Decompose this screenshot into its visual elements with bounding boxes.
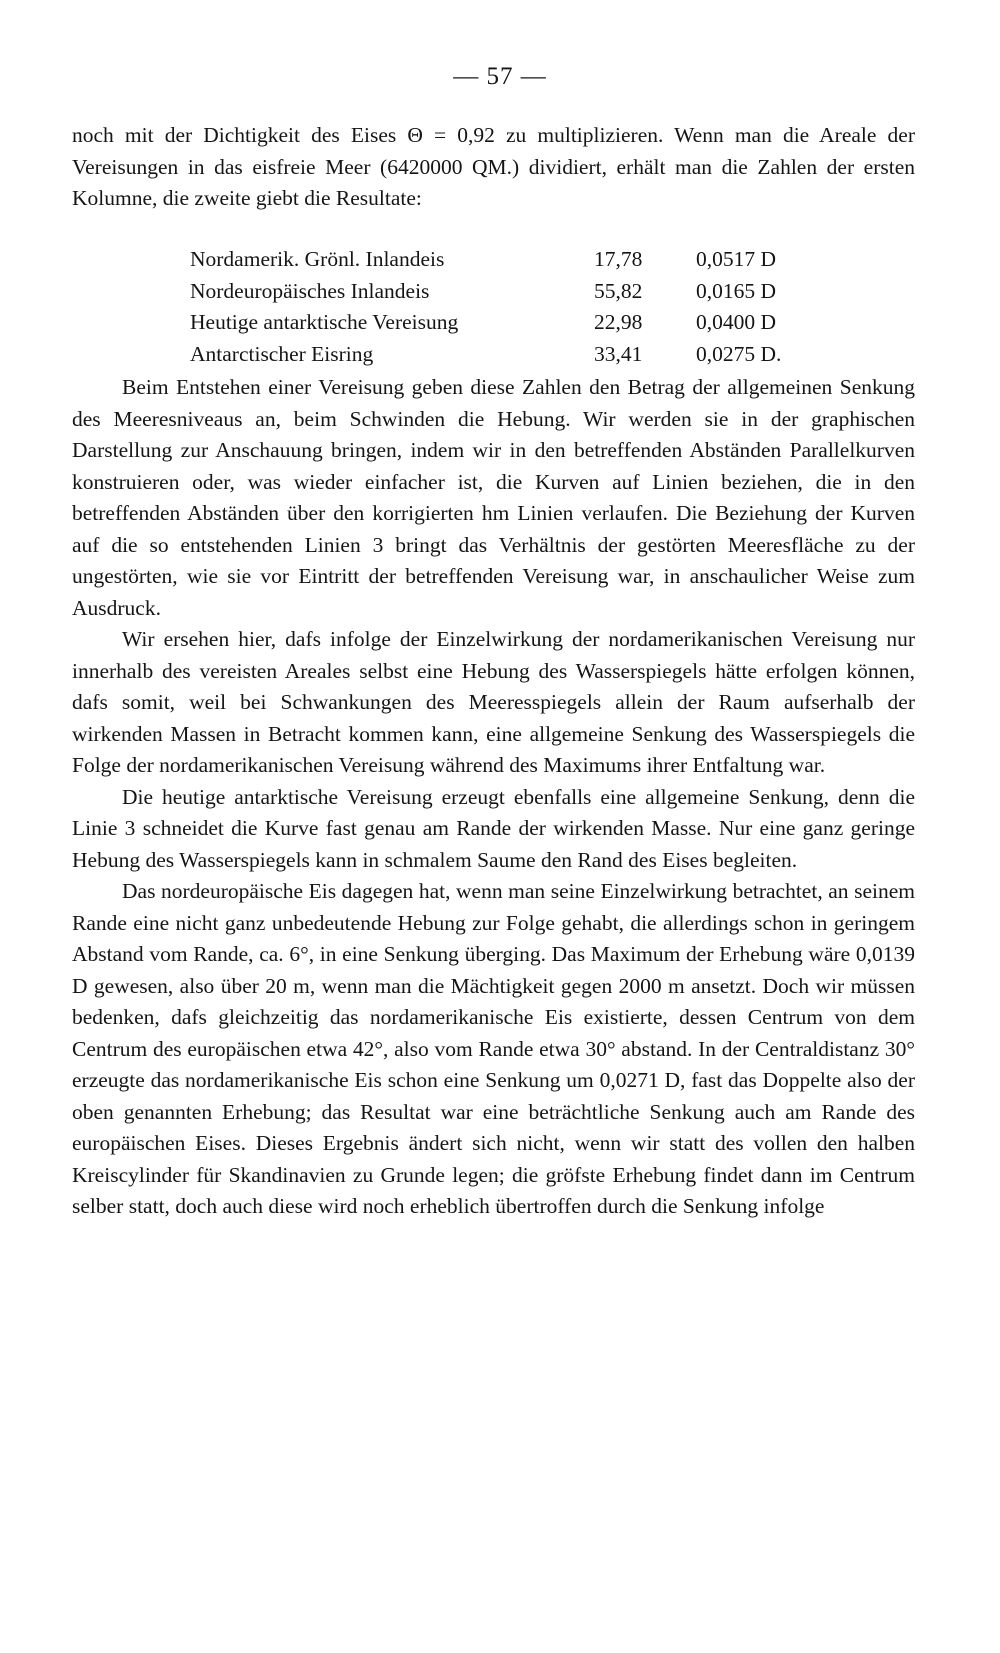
paragraph: Wir ersehen hier, dafs infolge der Einzelwirkung der nordamerikanischen Vereisung nur innerhalb des vereisten Areales selbst eine Hebung des Wasserspiegels hätte erfolgen können, dafs somit, weil bei Schwankungen des Meeresspiegels allein der Raum aufserhalb der wirkenden Massen in Betracht kommen kann, eine allgemeine Senkung des Wasserspiegels die Folge der nordamerikanischen Vereisung während des Maximums ihrer Entfaltung war. <box>72 627 915 777</box>
results-factor: 0,0517 D <box>696 247 777 271</box>
results-row <box>72 307 915 339</box>
results-row <box>72 244 915 276</box>
results-row <box>72 276 915 308</box>
body-text <box>72 372 915 1223</box>
page-number: — 57 — <box>453 63 547 90</box>
results-factor: 0,0165 D <box>696 278 777 303</box>
results-name: Heutige antarktische Vereisung <box>190 310 459 334</box>
paragraph: Die heutige antarktische Vereisung erzeugt ebenfalls eine allgemeine Senkung, denn die Linie 3 schneidet die Kurve fast genau am Rande der wirkenden Masse. Nur eine ganz geringe Hebung des Wasserspiegels kann in schmalem Saume den Rand des Eises begleiten. <box>72 784 915 872</box>
paragraph: Beim Entstehen einer Vereisung geben diese Zahlen den Betrag der allgemeinen Senkung des Meeresniveaus an, beim Schwinden die Hebung. Wir werden sie in der graphischen Darstellung zur Anschauung bringen, indem wir in den betreffenden Abständen Parallelkurven konstruieren oder, was wieder einfacher ist, die Kurven auf Linien beziehen, die in den betreffenden Abständen über den korrigierten hm Linien verlaufen. Die Beziehung der Kurven auf die so entstehenden Linien 3 bringt das Verhältnis der gestörten Meeresfläche zu der ungestörten, wie sie vor Eintritt der betreffenden Vereisung war, in anschaulicher Weise zum Ausdruck. <box>72 375 915 620</box>
intro-text: noch mit der Dichtigkeit des Eises Θ = 0,92 zu multiplizieren. Wenn man die Areale der Vereisungen in das eisfreie Meer (6420000 QM.) dividiert, erhält man die Zahlen der ersten Kolumne, die zweite giebt die Resultate: <box>72 123 915 210</box>
intro-paragraph <box>72 120 915 215</box>
results-ratio: 17,78 <box>594 247 643 271</box>
results-name: Antarctischer Eisring <box>190 341 374 366</box>
results-table <box>72 244 915 370</box>
results-name: Nordamerik. Grönl. Inlandeis <box>190 247 445 271</box>
results-ratio: 55,82 <box>594 278 643 303</box>
paragraph: Das nordeuropäische Eis dagegen hat, wenn man seine Einzelwirkung betrachtet, an seinem Rande eine nicht ganz unbedeutende Hebung zur Folge gehabt, die allerdings schon in geringem Abstand vom Rande, ca. 6°, in eine Senkung überging. Das Maximum der Erhebung wäre 0,0139 D gewesen, also über 20 m, wenn man die Mächtigkeit gegen 2000 m ansetzt. Doch wir müssen bedenken, dafs gleichzeitig das nordamerikanische Eis existierte, dessen Centrum von dem Centrum des europäischen etwa 42°, also vom Rande etwa 30° abstand. In der Centraldistanz 30° erzeugte das nordamerikanische Eis schon eine Senkung um 0,0271 D, fast das Doppelte also der oben genannten Erhebung; das Resultat war eine beträchtliche Senkung auch am Rande des europäischen Eises. Dieses Ergebnis ändert sich nicht, wenn wir statt des vollen den halben Kreiscylinder für Skandinavien zu Grunde legen; die gröfste Erhebung findet dann im Centrum selber statt, doch auch diese wird noch erheblich übertroffen durch die Senkung infolge <box>72 879 915 1218</box>
results-ratio: 33,41 <box>594 341 643 366</box>
results-ratio: 22,98 <box>594 310 643 334</box>
results-row <box>72 339 915 371</box>
results-factor: 0,0400 D <box>696 310 777 334</box>
results-name: Nordeuropäisches Inlandeis <box>190 278 430 303</box>
results-factor: 0,0275 D. <box>696 341 782 366</box>
